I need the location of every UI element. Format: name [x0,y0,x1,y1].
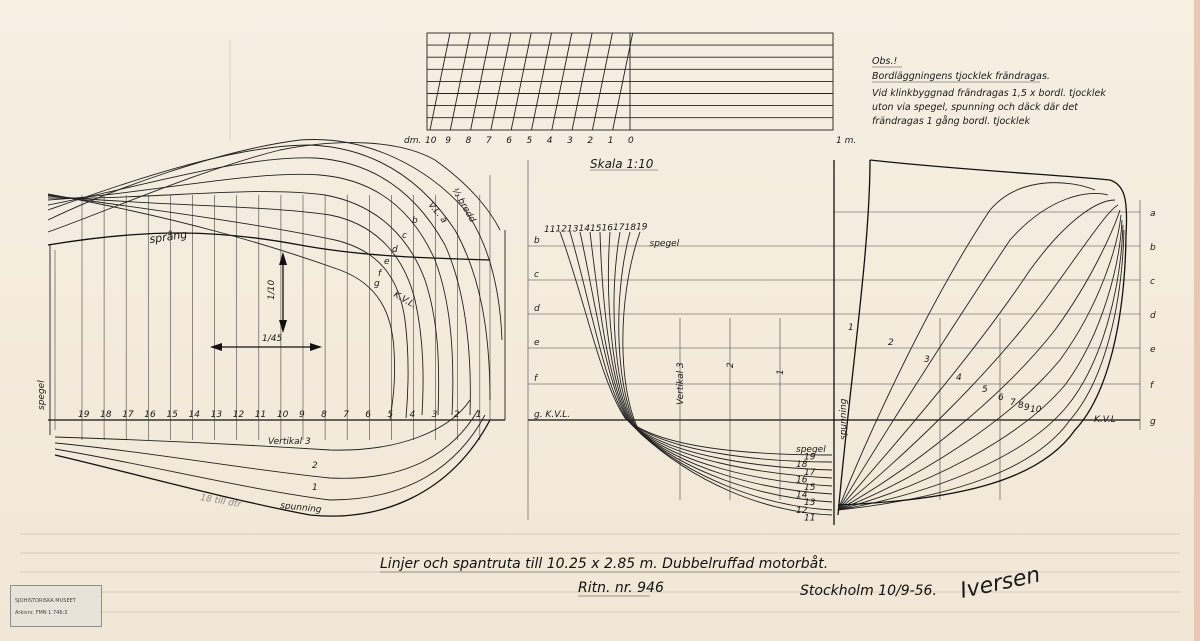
stamp-line-1: SJÖHISTORISKA MUSEET [15,598,76,604]
body-row-label-left: e [534,338,540,348]
signature: Iversen [958,562,1043,604]
body-row-label-right: g [1150,417,1156,427]
body-row-label-left: b [534,236,540,246]
note-line-3: uton via spegel, spunning och däck där det [872,102,1078,113]
scale-caption: Skala 1:10 [590,157,654,171]
scale-tick-label: 1 [607,136,614,146]
scale-dm-label: dm. [404,136,422,146]
archive-stamp [10,585,102,627]
body-row-label-right: f [1150,381,1154,391]
note-line-1: Bordläggningens tjocklek frändragas. [872,71,1050,82]
station-label: 9 [299,410,305,420]
scale-tick-label: 0 [628,136,634,146]
bottom-station-label: 18 [796,460,808,471]
station-label: 3 [431,410,438,420]
station-label: 17 [122,410,134,420]
station-label: 19 [78,410,90,420]
scale-vertical-label: 1/10 [267,279,277,300]
bottom-station-label: 11 [804,513,816,524]
aft-station-label: 14 [578,224,590,235]
aft-station-label: 16 [601,223,613,234]
scale-tick-label: 9 [445,136,452,146]
body-row-label-left: c [534,270,539,280]
body-row-label-right: a [1150,209,1156,219]
station-label: 1 [475,410,482,420]
bottom-station-label: 12 [796,505,808,516]
scale-tick-label: 8 [465,136,472,146]
profile-vertical3-label: Vertikal 3 [268,437,311,447]
bottom-station-label: 15 [804,483,816,493]
station-label: 2 [453,410,460,420]
scale-tick-label: 2 [587,136,594,146]
profile-spegel-label: spegel [37,380,47,410]
aft-station-label: spegel [649,239,680,249]
body-row-label-right: b [1150,243,1156,253]
station-label: 14 [188,410,200,420]
body-vertical2-label: 2 [726,362,736,368]
scale-end-label: 1 m. [836,136,857,146]
scale-tick-label: 3 [567,136,573,146]
bottom-station-label: 14 [796,490,808,501]
scale-tick-label: 6 [506,136,512,146]
body-row-label-right: c [1150,277,1155,287]
scale-tick-label: 7 [485,136,492,146]
scale-horizontal-label: 1/45 [262,334,283,344]
station-label: 10 [276,410,289,420]
bottom-station-label: 17 [804,467,816,478]
fore-station-label: 1 [848,323,854,333]
fore-station-label: 6 [998,393,1004,403]
place-date: Stockholm 10/9-56. [800,583,937,599]
spring-label: språng [148,227,188,246]
half-breadth-label: ½ bredd [449,186,478,225]
body-row-label-right: d [1150,311,1156,321]
body-row-label-left: d [534,304,540,314]
profile-view [37,140,505,517]
aft-station-label: 12 [555,224,567,235]
aft-station-label: 17 [613,223,625,234]
wl-g-label: g [374,279,380,289]
fore-station-label: 8 [1018,401,1024,411]
profile-vertical1-label: 1 [312,483,318,493]
drawing-title: Linjer och spantruta till 10.25 x 2.85 m. Dubbelruffad motorbåt. [380,556,829,572]
bottom-station-label: spegel [796,445,826,455]
aft-station-label: 15 [590,223,602,234]
fore-station-label: 2 [888,338,894,348]
note-line-2: Vid klinkbyggnad frändragas 1,5 x bordl. tjocklek [872,88,1106,99]
fore-station-label: 9 [1024,403,1030,413]
station-label: 13 [210,410,223,420]
station-label: 12 [232,410,245,420]
station-label: 7 [343,410,349,420]
notes-heading: Obs.! [872,56,898,67]
profile-faint-note: 18 till dtr [199,493,242,511]
bottom-station-label: 13 [804,498,816,509]
bottom-station-label: 16 [796,475,808,486]
fore-station-label: 7 [1010,398,1016,408]
aft-station-label: 19 [636,222,648,233]
stamp-line-2: Arkivnr. FMN 1 746:3 [15,610,68,616]
station-label: 15 [166,410,178,420]
body-vertical3-label: Vertikal 3 [676,362,686,405]
fore-station-label: 4 [956,373,962,383]
body-plan [528,160,1156,525]
body-kvl-right-label: K.V.L [1094,415,1116,425]
body-vertical1-label: 1 [776,369,786,375]
station-label: 18 [100,410,112,420]
scale-bar [404,33,856,171]
drawing-number: Ritn. nr. 946 [578,580,664,596]
aft-station-label: 11 [544,225,556,235]
wl-kvl-label: K.V.L. [391,289,418,311]
wl-e-label: e [384,257,390,267]
scale-tick-label: 4 [546,136,553,146]
station-label: 8 [321,410,327,420]
aft-station-label: 13 [567,224,579,235]
wl-c-label: c [402,231,407,241]
station-label: 5 [387,410,394,420]
station-label: 6 [365,410,372,420]
scale-tick-label: 5 [526,136,533,146]
profile-vertical2-label: 2 [312,461,318,471]
wl-a-label: V.L. a [425,200,449,226]
body-row-label-left: f [534,374,538,384]
station-label: 4 [409,410,416,420]
fore-station-label: 5 [982,385,988,395]
bottom-station-label: 19 [804,452,816,463]
fore-station-label: 10 [1030,405,1042,415]
wl-d-label: d [392,245,398,255]
notes-block [872,56,1106,127]
fore-station-label: 3 [924,355,930,365]
station-label: 11 [254,410,267,420]
station-label: 16 [144,410,156,420]
wl-b-label: b [412,216,418,226]
note-line-4: frändragas 1 gång bordl. tjocklek [872,116,1031,127]
title-block [380,555,1043,604]
wl-f-label: f [378,269,382,279]
profile-spunning-label: spunning [279,501,322,516]
body-spunning-label: spunning [839,398,849,440]
aft-station-label: 18 [624,222,636,233]
body-row-label-left: g. K.V.L. [534,410,571,420]
scale-tick-label: 10 [425,136,437,146]
body-row-label-right: e [1150,345,1156,355]
